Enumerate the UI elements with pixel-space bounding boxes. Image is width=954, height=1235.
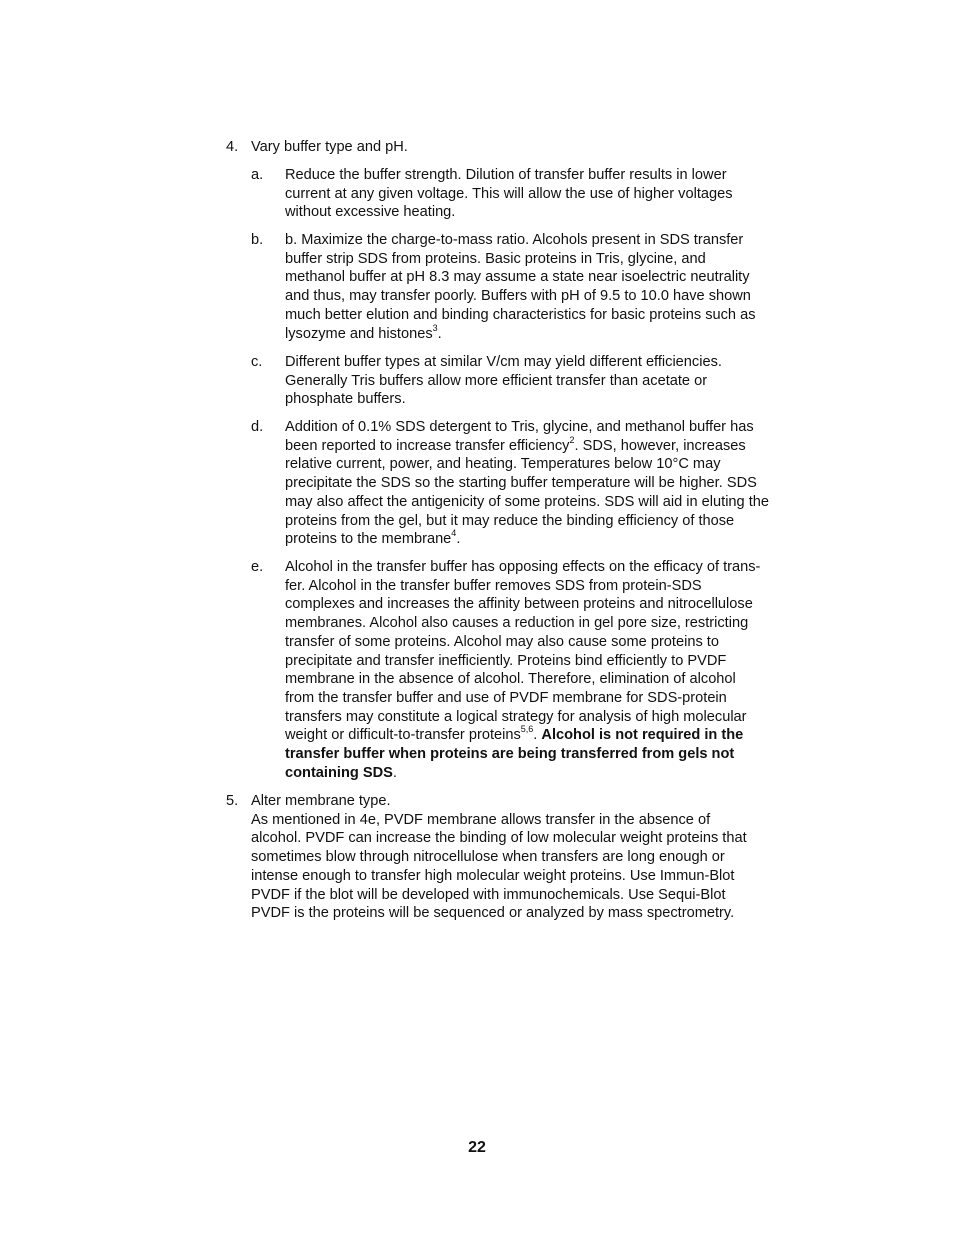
item-letter: b.	[251, 232, 264, 248]
item-text: Different buffer types at similar V/cm may yield different efficiencies. Generally Tris buffers allow more efficient transfer than acetate or phosphate buffers.	[285, 354, 722, 408]
item-letter: c.	[251, 354, 263, 370]
item-letter: e.	[251, 559, 264, 575]
item-letter: d.	[251, 419, 264, 435]
section-5-number: 5.	[226, 793, 239, 809]
section-4-title: Vary buffer type and pH.	[251, 139, 408, 155]
page-number: 22	[468, 1139, 486, 1156]
citation-superscript: 4	[451, 528, 457, 539]
item-text: Alcohol in the transfer buffer has opposing effects on the efficacy of trans- fer. Alcohol in the transfer buffer removes SDS from protein-SDS complexes and increases the affinity between proteins and nitrocellulose membranes. Alcohol also causes a reduction in gel pore size, restricting transfer of some proteins. Alcohol may also cause some proteins to precipitate and transfer inefficiently. Proteins bind efficiently to PVDF membrane in the absence of alcohol. Therefore, elimination of alcohol from the transfer buffer and use of PVDF membrane for SDS-protein transfers may constitute a logical strategy for analysis of high molecular weight or difficult-to-transfer proteins$^{5,6}$. Alcohol is not required in the transfer buffer when proteins are being transferred from gels not containing SDS.	[285, 559, 761, 781]
citation-superscript: 3	[432, 322, 438, 333]
citation-superscript: 2	[569, 434, 575, 445]
item-text: Reduce the buffer strength. Dilution of transfer buffer results in lower current at any given voltage. This will allow the use of higher voltages without excessive heating.	[285, 167, 733, 221]
section-5-title: Alter membrane type.	[251, 793, 391, 809]
section-4-number: 4.	[226, 139, 239, 155]
citation-superscript: 5,6	[520, 724, 534, 735]
item-text: Addition of 0.1% SDS detergent to Tris, glycine, and methanol buffer has been reported to increase transfer efficiency$^2$. SDS, however, increases relative current, power, and heating. Temperatures below 10°C may precipitate the SDS so the starting buffer temperature will be higher. SDS may also affect the antigenicity of some proteins. SDS will aid in eluting the proteins from the gel, but it may reduce the binding efficiency of those proteins to the membrane$^4$.	[285, 419, 770, 548]
item-text: b. Maximize the charge-to-mass ratio. Alcohols present in SDS transfer buffer strip SDS from proteins. Basic proteins in Tris, glycine, and methanol buffer at pH 8.3 may assume a state near isoelectric neutrality and thus, may transfer poorly. Buffers with pH of 9.5 to 10.0 have shown much better elution and binding characteristics for basic proteins such as lysozyme and histones$^3$.	[285, 232, 756, 342]
bold-note: containing SDS	[285, 764, 393, 781]
section-5-body: Alter membrane type. As mentioned in 4e, PVDF membrane allows transfer in the absence of alcohol. PVDF can increase the binding of low molecular weight proteins that sometimes blow through nitrocellulose when transfers are long enough or intense enough to transfer high molecular weight proteins. Use Immun-Blot PVDF if the blot will be developed with immunochemicals. Use Sequi-Blot PVDF is the proteins will be sequenced or analyzed by mass spectrometry.	[251, 792, 791, 923]
bold-note: transfer buffer when proteins are being transferred from gels not	[285, 746, 735, 763]
item-letter: a.	[251, 167, 264, 183]
bold-note: Alcohol is not required in the	[541, 727, 744, 744]
